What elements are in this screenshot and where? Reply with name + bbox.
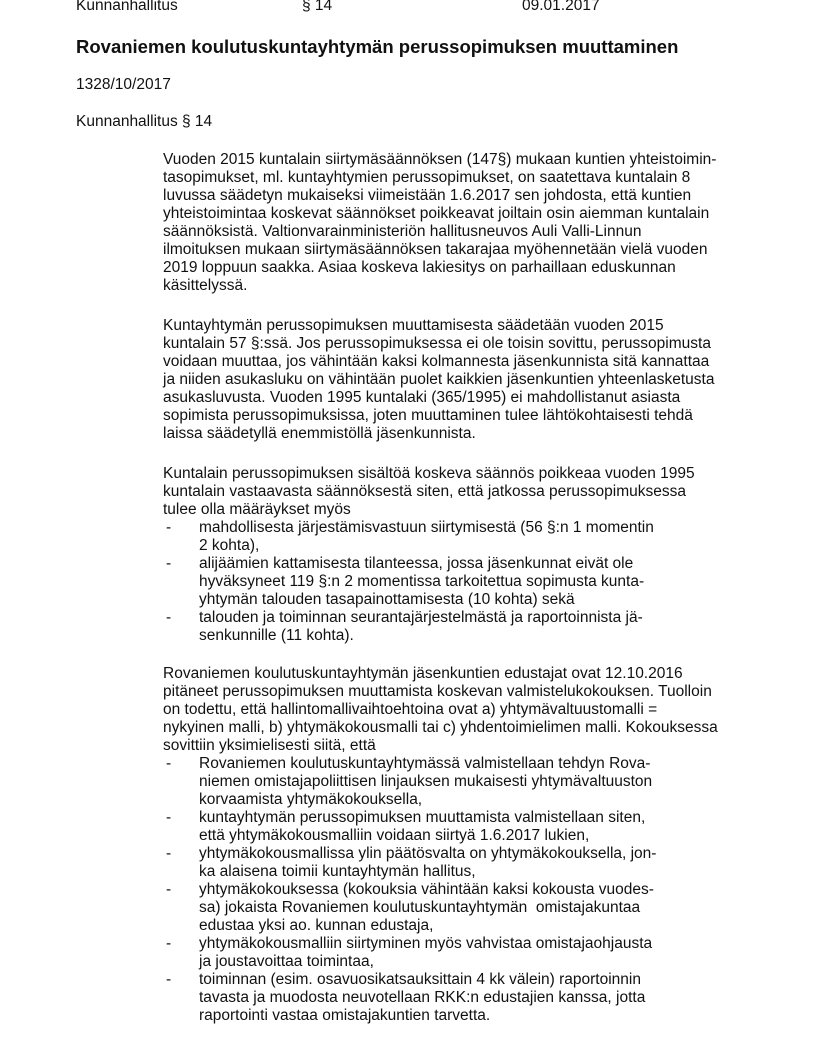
paragraph-amendment-rules bbox=[163, 317, 763, 443]
list-item bbox=[163, 935, 763, 971]
text-line: alijäämien kattamisesta tilanteessa, jossa jäsenkunnat eivät ole bbox=[199, 555, 634, 572]
paragraph-intro bbox=[163, 665, 763, 755]
paragraph-content-provisions bbox=[163, 465, 763, 645]
list-item bbox=[163, 519, 763, 555]
text-line: yhtymäkokousmallissa ylin päätösvalta on yhtymäkokouksella, jon- bbox=[199, 845, 657, 862]
text-line: yhtymän talouden tasapainottamisesta (10 kohta) sekä bbox=[199, 591, 575, 608]
text-line: talouden ja toiminnan seurantajärjestelmästä ja raportoinnista jä- bbox=[199, 609, 643, 626]
bullet-marker: - bbox=[166, 935, 172, 952]
text-line: Kuntayhtymän perussopimuksen muuttamisesta säädetään vuoden 2015 bbox=[163, 317, 664, 334]
paragraph-preparatory-meeting bbox=[163, 665, 763, 1025]
text-line: Rovaniemen koulutuskuntayhtymän jäsenkuntien edustajat ovat 12.10.2016 bbox=[163, 665, 683, 682]
text-line: nykyinen malli, b) yhtymäkokousmalli tai c) yhdentoimielimen malli. Kokouksessa bbox=[163, 719, 718, 736]
paragraph-text bbox=[163, 151, 763, 295]
text-line: asukasluvusta. Vuoden 1995 kuntalaki (365/1995) ei mahdollistanut asiasta bbox=[163, 389, 681, 406]
text-line: laissa säädetyllä enemmistöllä jäsenkunnista. bbox=[163, 425, 476, 442]
bullet-marker: - bbox=[166, 809, 172, 826]
bullet-marker: - bbox=[166, 555, 172, 572]
text-line: Vuoden 2015 kuntalain siirtymäsäännöksen (147§) mukaan kuntien yhteistoimin- bbox=[163, 151, 717, 168]
list-item bbox=[163, 971, 763, 1025]
text-line: hyväksyneet 119 §:n 2 momentissa tarkoitettua sopimusta kunta- bbox=[199, 573, 645, 590]
text-line: edustaa yksi ao. kunnan edustaja, bbox=[199, 917, 434, 934]
text-line: raportointi vastaa omistajakuntien tarvetta. bbox=[199, 1007, 491, 1024]
bullet-marker: - bbox=[166, 881, 172, 898]
document-title: Rovaniemen koulutuskuntayhtymän perussopimuksen muuttaminen bbox=[76, 36, 679, 57]
header-date: 09.01.2017 bbox=[522, 0, 600, 14]
text-line: ja joustavoittaa toimintaa, bbox=[199, 953, 374, 970]
text-line: senkunnille (11 kohta). bbox=[199, 627, 354, 644]
text-line: tasopimukset, ml. kuntayhtymien perussopimukset, on saatettava kuntalain 8 bbox=[163, 169, 691, 186]
list-item bbox=[163, 881, 763, 935]
document-number: 1328/10/2017 bbox=[76, 76, 171, 93]
text-line: ja niiden asukasluku on vähintään puolet kaikkien jäsenkuntien yhteenlasketusta bbox=[163, 371, 715, 388]
header-organ: Kunnanhallitus bbox=[76, 0, 178, 14]
section-reference: Kunnanhallitus § 14 bbox=[76, 113, 213, 130]
bullet-marker: - bbox=[166, 971, 172, 988]
text-line: tulee olla määräykset myös bbox=[163, 501, 351, 518]
list-item bbox=[163, 845, 763, 881]
text-line: sa) jokaista Rovaniemen koulutuskuntayhtymän omistajakuntaa bbox=[199, 899, 641, 916]
text-line: pitäneet perussopimuksen muuttamista koskevan valmistelukokouksen. Tuolloin bbox=[163, 683, 712, 700]
bullet-marker: - bbox=[166, 845, 172, 862]
paragraph-intro bbox=[163, 465, 763, 519]
text-line: on todettu, että hallintomallivaihtoehtoina ovat a) yhtymävaltuustomalli = bbox=[163, 701, 658, 718]
paragraph-transition-provision bbox=[163, 151, 763, 295]
text-line: käsittelyssä. bbox=[163, 277, 248, 294]
text-line: 2019 loppuun saakka. Asiaa koskeva lakiesitys on parhaillaan eduskunnan bbox=[163, 259, 676, 276]
text-line: säännöksistä. Valtionvarainministeriön hallitusneuvos Auli Valli-Linnun bbox=[163, 223, 642, 240]
text-line: sopimista perussopimuksissa, joten muuttaminen tulee lähtökohtaisesti tehdä bbox=[163, 407, 693, 424]
text-line: ka alaisena toimii kuntayhtymän hallitus, bbox=[199, 863, 476, 880]
text-line: niemen omistajapoliittisen linjauksen mukaisesti yhtymävaltuuston bbox=[199, 773, 653, 790]
list-item bbox=[163, 809, 763, 845]
text-line: yhtymäkokouksessa (kokouksia vähintään kaksi kokousta vuodes- bbox=[199, 881, 654, 898]
text-line: 2 kohta), bbox=[199, 537, 260, 554]
text-line: kuntayhtymän perussopimuksen muuttamista valmistellaan siten, bbox=[199, 809, 646, 826]
list-item bbox=[163, 555, 763, 609]
text-line: ilmoituksen mukaan siirtymäsäännöksen takarajaa myöhennetään vielä vuoden bbox=[163, 241, 708, 258]
text-line: Kuntalain perussopimuksen sisältöä koskeva säännös poikkeaa vuoden 1995 bbox=[163, 465, 695, 482]
list-item bbox=[163, 755, 763, 809]
bullet-marker: - bbox=[166, 755, 172, 772]
text-line: kuntalain vastaavasta säännöksestä siten, että jatkossa perussopimuksessa bbox=[163, 483, 686, 500]
text-line: voidaan muuttaa, jos vähintään kaksi kolmannesta jäsenkunnista sitä kannattaa bbox=[163, 353, 710, 370]
header-section: § 14 bbox=[302, 0, 333, 14]
text-line: Rovaniemen koulutuskuntayhtymässä valmistellaan tehdyn Rova- bbox=[199, 755, 651, 772]
bullet-marker: - bbox=[166, 609, 172, 626]
text-line: yhtymäkokousmalliin siirtyminen myös vahvistaa omistajaohjausta bbox=[199, 935, 653, 952]
text-line: yhteistoimintaa koskevat säännökset poikkeavat joiltain osin aiemman kuntalain bbox=[163, 205, 710, 222]
bullet-marker: - bbox=[166, 519, 172, 536]
text-line: tavasta ja muodosta neuvotellaan RKK:n edustajien kanssa, jotta bbox=[199, 989, 646, 1006]
text-line: mahdollisesta järjestämisvastuun siirtymisestä (56 §:n 1 momentin bbox=[199, 519, 654, 536]
list-item bbox=[163, 609, 763, 645]
text-line: luvussa säädetyn mukaiseksi viimeistään 1.6.2017 sen johdosta, että kuntien bbox=[163, 187, 692, 204]
text-line: että yhtymäkokousmalliin voidaan siirtyä 1.6.2017 lukien, bbox=[199, 827, 590, 844]
text-line: korvaamista yhtymäkokouksella, bbox=[199, 791, 423, 808]
text-line: kuntalain 57 §:ssä. Jos perussopimuksessa ei ole toisin sovittu, perussopimusta bbox=[163, 335, 711, 352]
paragraph-text bbox=[163, 317, 763, 443]
text-line: toiminnan (esim. osavuosikatsauksittain 4 kk välein) raportoinnin bbox=[199, 971, 641, 988]
text-line: sovittiin yksimielisesti siitä, että bbox=[163, 737, 376, 754]
